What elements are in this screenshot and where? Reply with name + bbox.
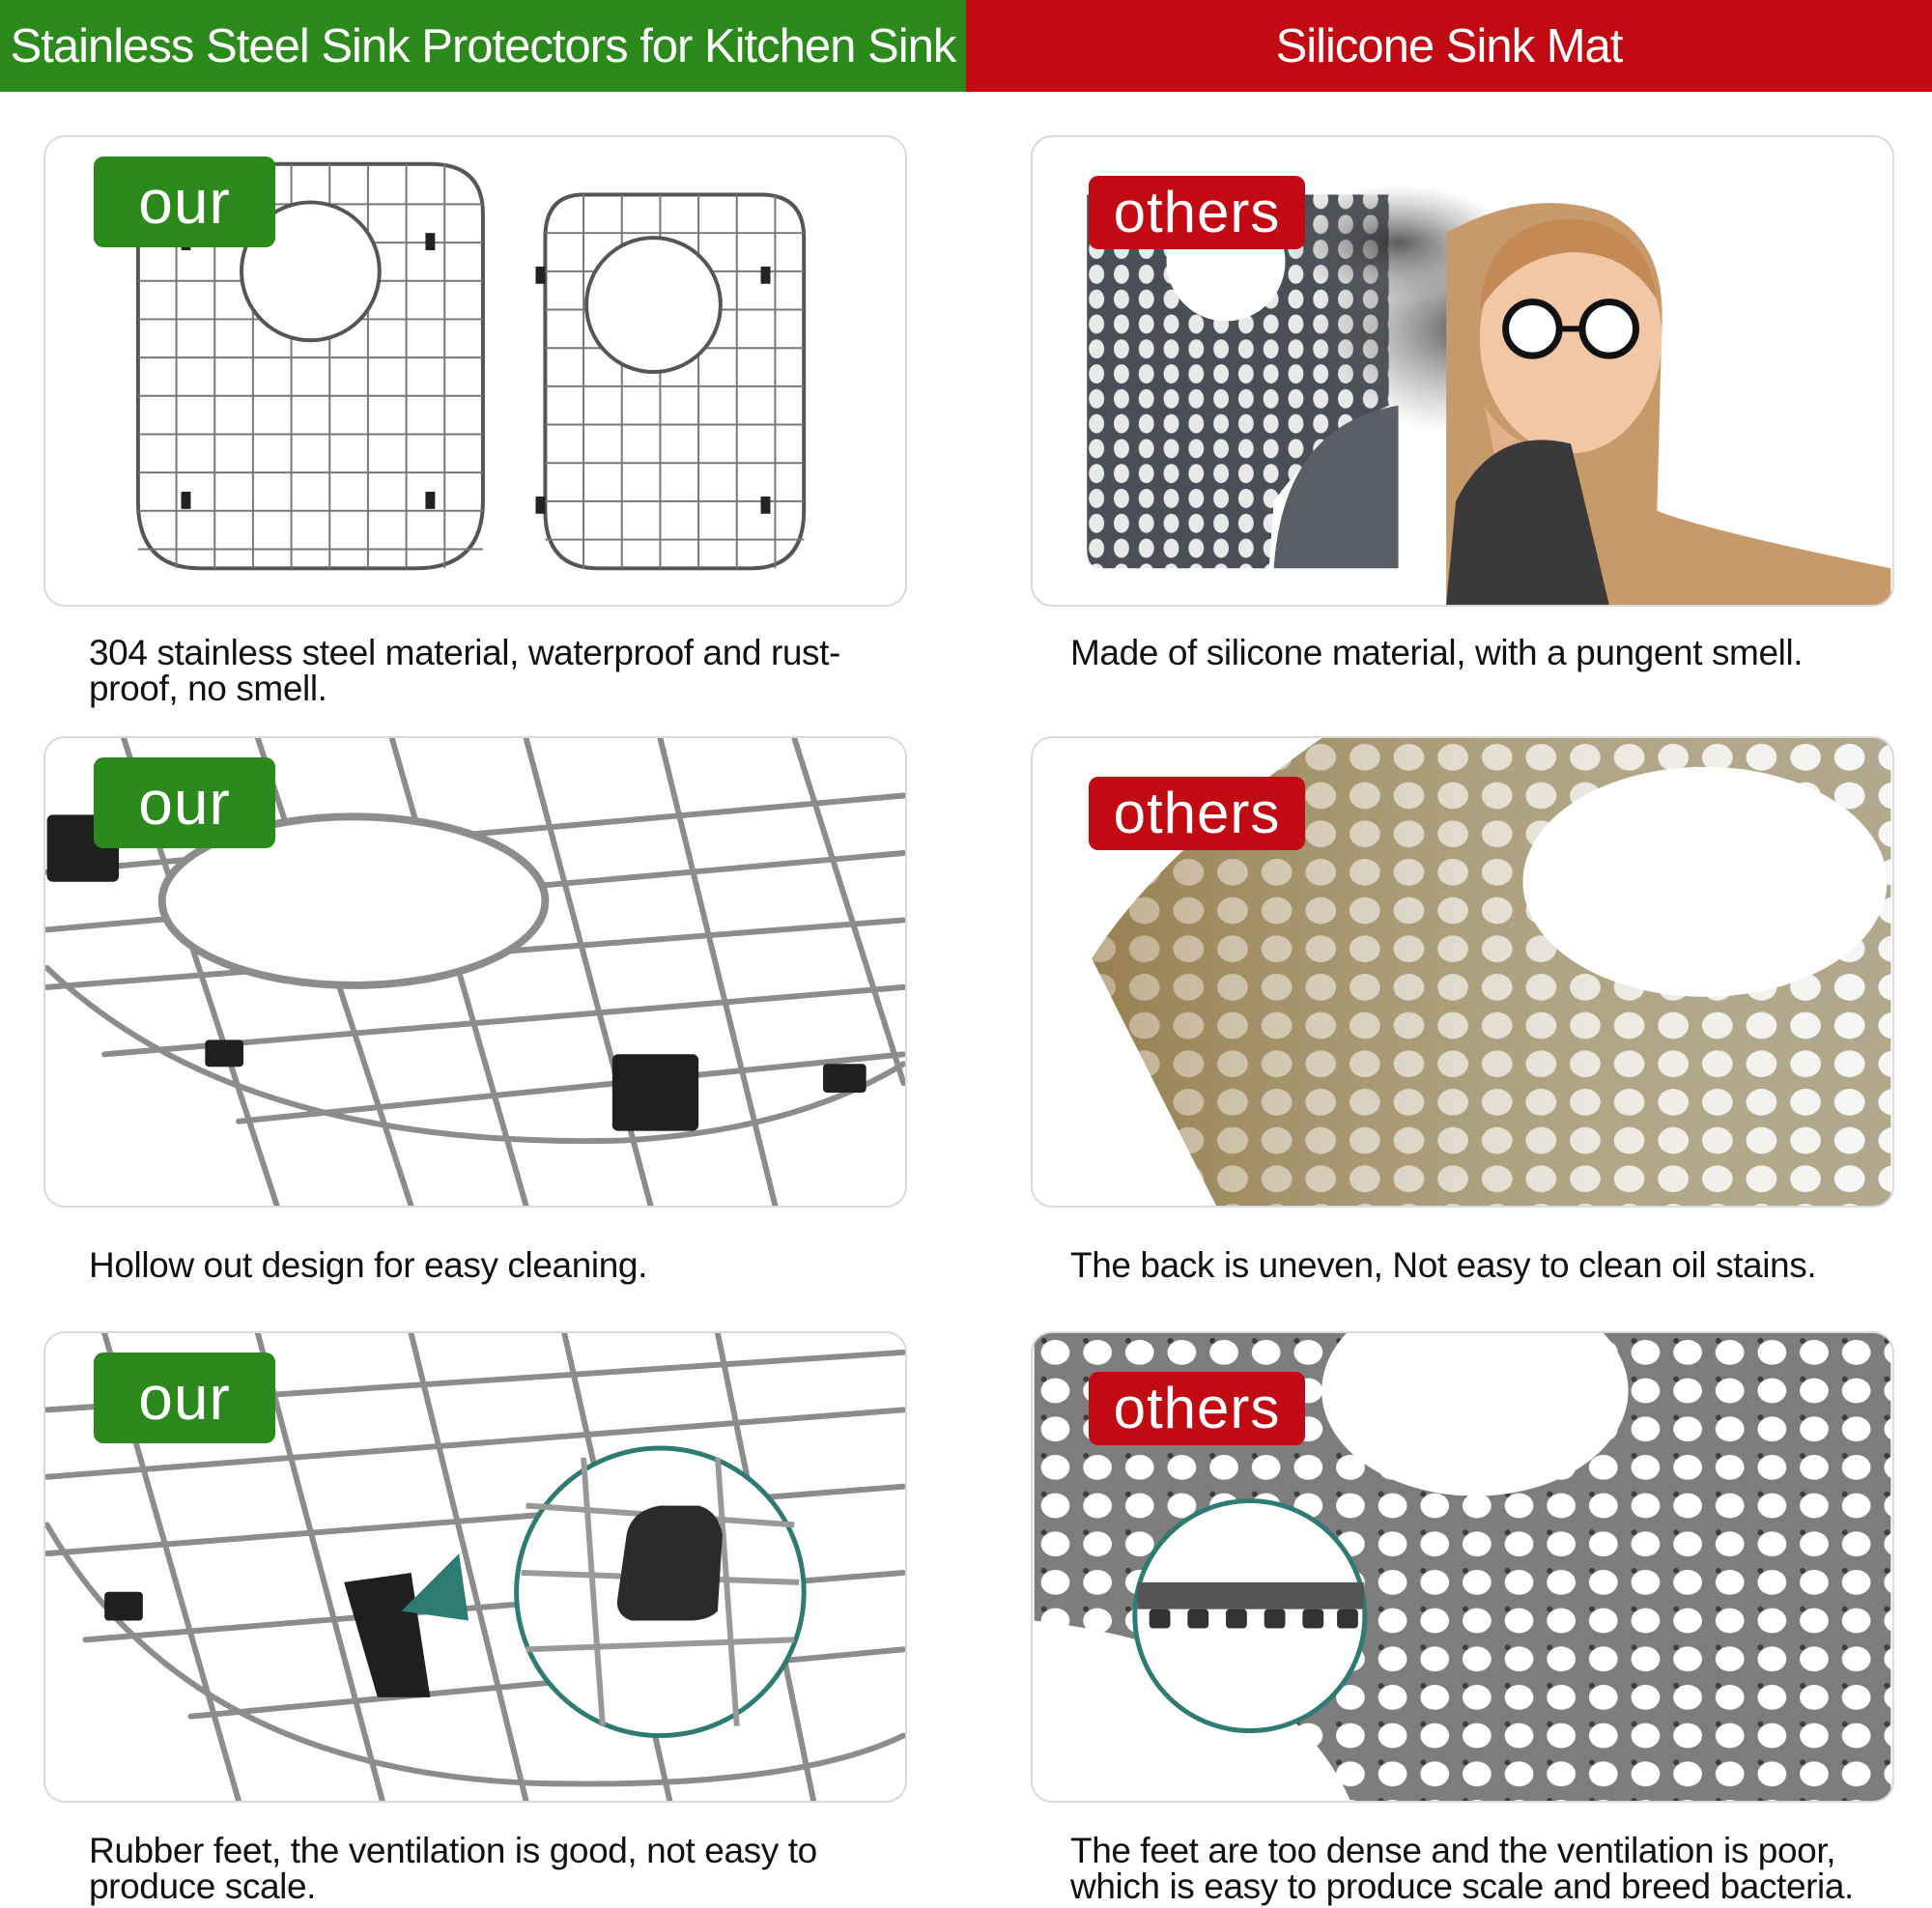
others-badge: others (1089, 176, 1305, 249)
card-others-dense-feet (1031, 1331, 1894, 1803)
card-others-stains (1031, 736, 1894, 1208)
caption-row1-left: 304 stainless steel material, waterproof and rust-proof, no smell. (89, 633, 840, 708)
left-header (0, 0, 966, 92)
left-header-title: Stainless Steel Sink Protectors for Kitchen Sink (10, 19, 956, 72)
caption-row1-right: Made of silicone material, with a pungent smell. (1070, 633, 1804, 672)
our-badge: our (94, 757, 275, 848)
caption-row3-right: The feet are too dense and the ventilation is poor, which is easy to produce scale and breed bacteria. (1070, 1831, 1854, 1906)
others-badge: others (1089, 1372, 1305, 1445)
caption-row2-right: The back is uneven, Not easy to clean oil stains. (1070, 1245, 1817, 1285)
right-header-title: Silicone Sink Mat (1275, 19, 1623, 72)
caption-row3-left: Rubber feet, the ventilation is good, not easy to produce scale. (89, 1831, 817, 1906)
card-our-hollow (43, 736, 907, 1208)
card-our-feet (43, 1331, 907, 1803)
our-badge: our (94, 1353, 275, 1443)
our-badge: our (94, 157, 275, 247)
card-others-smell (1031, 135, 1894, 607)
caption-row2-left: Hollow out design for easy cleaning. (89, 1245, 647, 1285)
others-badge: others (1089, 777, 1305, 850)
card-our-grids (43, 135, 907, 607)
right-header (966, 0, 1932, 92)
